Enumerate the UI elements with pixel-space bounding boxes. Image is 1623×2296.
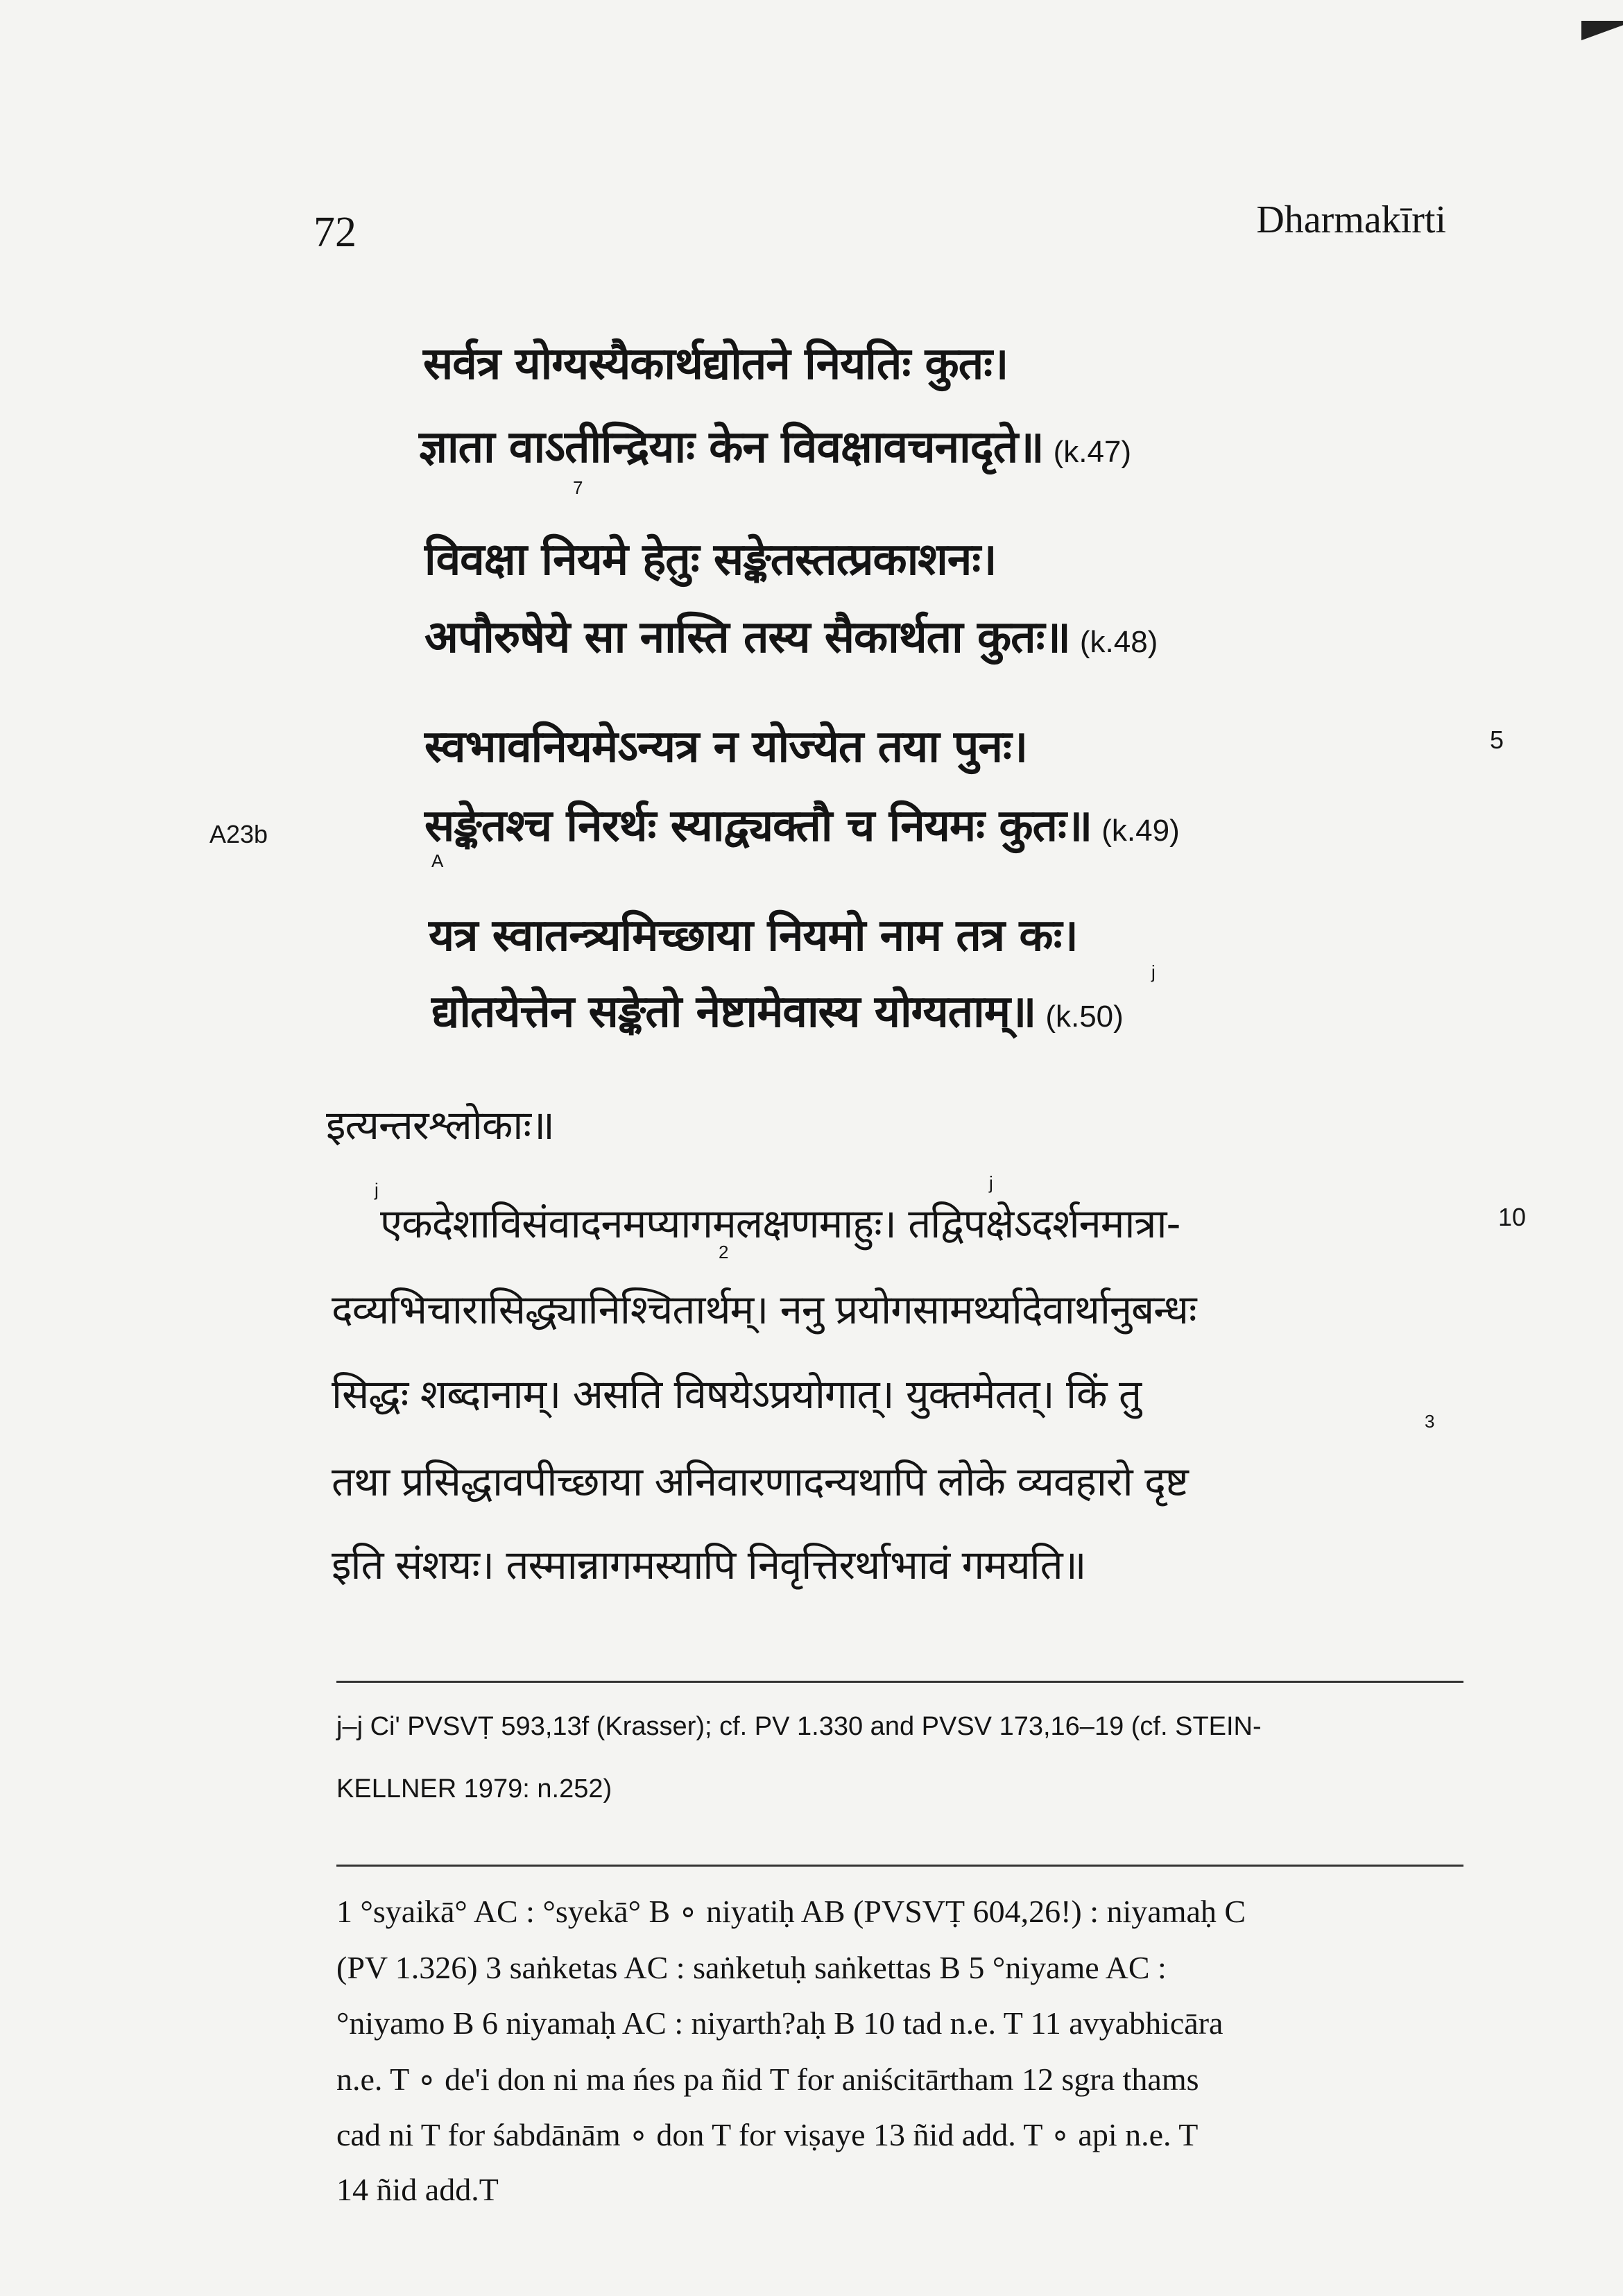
page-number: 72 [314,209,357,256]
testimonia-line-1: j–j Ci' PVSVṬ 593,13f (Krasser); cf. PV 1.330 and PVSV 173,16–19 (cf. STEIN- [336,1712,1262,1741]
line-marker-7: 7 [573,477,583,498]
marker-j: j [375,1179,379,1200]
apparatus-line-6: 14 ñid add.T [336,2172,499,2207]
apparatus-line-5: cad ni T for śabdānām ∘ don T for viṣaye 13 ñid add. T ∘ api n.e. T [336,2117,1199,2152]
verse-ref: (k.47) [1053,435,1132,469]
marker-j: j [1151,961,1156,982]
prose-line-1: एकदेशाविसंवादनमप्यागमलक्षणमाहुः। तद्विपक्षेऽदर्शनमात्रा- [380,1200,1180,1247]
margin-folio-A23b: A23b [209,820,268,848]
verse-47-line2: ज्ञाता वाऽतीन्द्रियाः केन विवक्षावचनादृते॥ (k.47) [419,422,1132,473]
verse-ref: (k.50) [1045,1000,1124,1034]
testimonia-line-2: KELLNER 1979: n.252) [336,1774,612,1804]
verse-49-line2: सङ्केतश्च निरर्थः स्याद्व्यक्तौ च नियमः कुतः॥ (k.49) [424,800,1180,852]
apparatus-rule [336,1865,1463,1867]
margin-line-number-5: 5 [1490,726,1504,754]
line-marker-3: 3 [1425,1411,1435,1432]
antara-sloka: इत्यन्तरश्लोकाः॥ [326,1102,554,1149]
marker-j: j [989,1172,993,1193]
apparatus-line-1: 1 °syaikā° AC : °syekā° B ∘ niyatiḥ AB (PVSVṬ 604,26!) : niyamaḥ C [336,1894,1246,1929]
verse-50-line1: यत्र स्वातन्त्र्यमिच्छाया नियमो नाम तत्र कः। [429,910,1078,961]
margin-line-number-10: 10 [1498,1203,1527,1231]
footnote-rule [336,1681,1463,1683]
apparatus-line-2: (PV 1.326) 3 saṅketas AC : saṅketuḥ saṅkettas B 5 °niyame AC : [336,1950,1167,1985]
line-marker-2: 2 [719,1242,729,1262]
verse-48-line1: विवक्षा नियमे हेतुः सङ्केतस्तत्प्रकाशनः। [424,534,997,585]
prose-line-5: इति संशयः। तस्मान्नागमस्यापि निवृत्तिरर्थाभावं गमयति॥ [332,1541,1086,1588]
apparatus-line-4: n.e. T ∘ de'i don ni ma ńes pa ñid T for aniścitārtham 12 sgra thams [336,2062,1199,2097]
scan-corner-mark [1581,21,1623,49]
apparatus-line-3: °niyamo B 6 niyamaḥ AC : niyarth?aḥ B 10 tad n.e. T 11 avyabhicāra [336,2005,1223,2041]
verse-ref: (k.48) [1079,625,1158,659]
prose-line-2: दव्यभिचारासिद्ध्यानिश्चितार्थम्। ननु प्रयोगसामर्थ्यादेवार्थानुबन्धः [332,1286,1196,1333]
ms-siglum-A: A [431,850,444,871]
verse-50-line2: द्योतयेत्तेन सङ्केतो नेष्टामेवास्य योग्यताम्॥ (k.50) [431,986,1124,1038]
running-title: Dharmakīrti [1256,198,1446,241]
verse-48-line2: अपौरुषेये सा नास्ति तस्य सैकार्थता कुतः॥ (k.48) [424,612,1158,663]
verse-47-line1: सर्वत्र योग्यस्यैकार्थद्योतने नियतिः कुतः। [423,339,1008,390]
prose-line-3: सिद्धः शब्दानाम्। असति विषयेऽप्रयोगात्। युक्तमेतत्। किं तु [332,1371,1142,1418]
prose-line-4: तथा प्रसिद्धावपीच्छाया अनिवारणादन्यथापि लोके व्यवहारो दृष्ट [332,1458,1188,1505]
verse-49-line1: स्वभावनियमेऽन्यत्र न योज्येत तया पुनः। [424,721,1028,773]
verse-ref: (k.49) [1101,814,1180,848]
